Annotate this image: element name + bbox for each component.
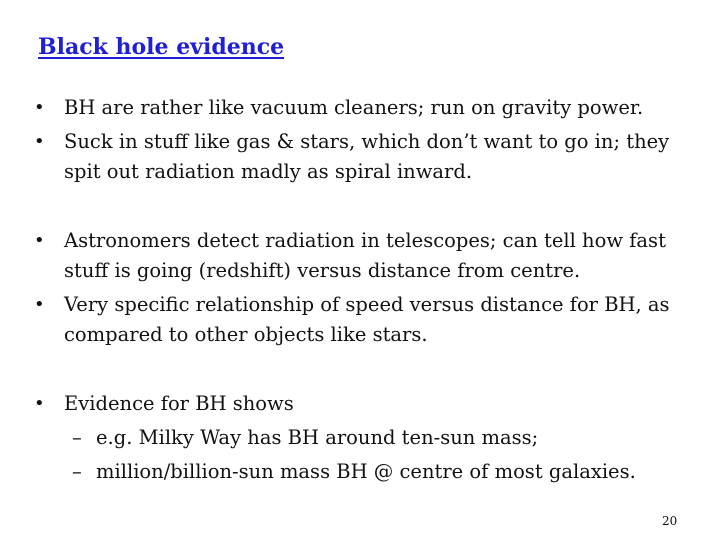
dash-marker: – [72, 460, 82, 483]
bullet-marker: • [34, 294, 45, 315]
sub-bullet-text: e.g. Milky Way has BH around ten-sun mass; [96, 426, 539, 449]
bullet-text: Evidence for BH shows [64, 392, 294, 415]
bullet-marker: • [34, 230, 45, 251]
slide-title[interactable]: Black hole evidence [38, 34, 285, 60]
bullet-marker: • [34, 393, 45, 414]
bullet-text: BH are rather like vacuum cleaners; run on gravity power. [64, 96, 644, 119]
bullet-text: Astronomers detect radiation in telescopes; can tell how fast stuff is going (redshift) versus distance from centre. [64, 229, 666, 282]
bullet-text: Suck in stuff like gas & stars, which don’t want to go in; they spit out radiation madly as spiral inward. [64, 130, 670, 183]
bullet-marker: • [34, 131, 45, 152]
page-number: 20 [662, 514, 678, 528]
sub-bullet-text: million/billion-sun mass BH @ centre of most galaxies. [96, 460, 636, 483]
bullet-text: Very specific relationship of speed versus distance for BH, as compared to other objects like stars. [64, 293, 670, 346]
bullet-marker: • [34, 97, 45, 118]
dash-marker: – [72, 426, 82, 449]
